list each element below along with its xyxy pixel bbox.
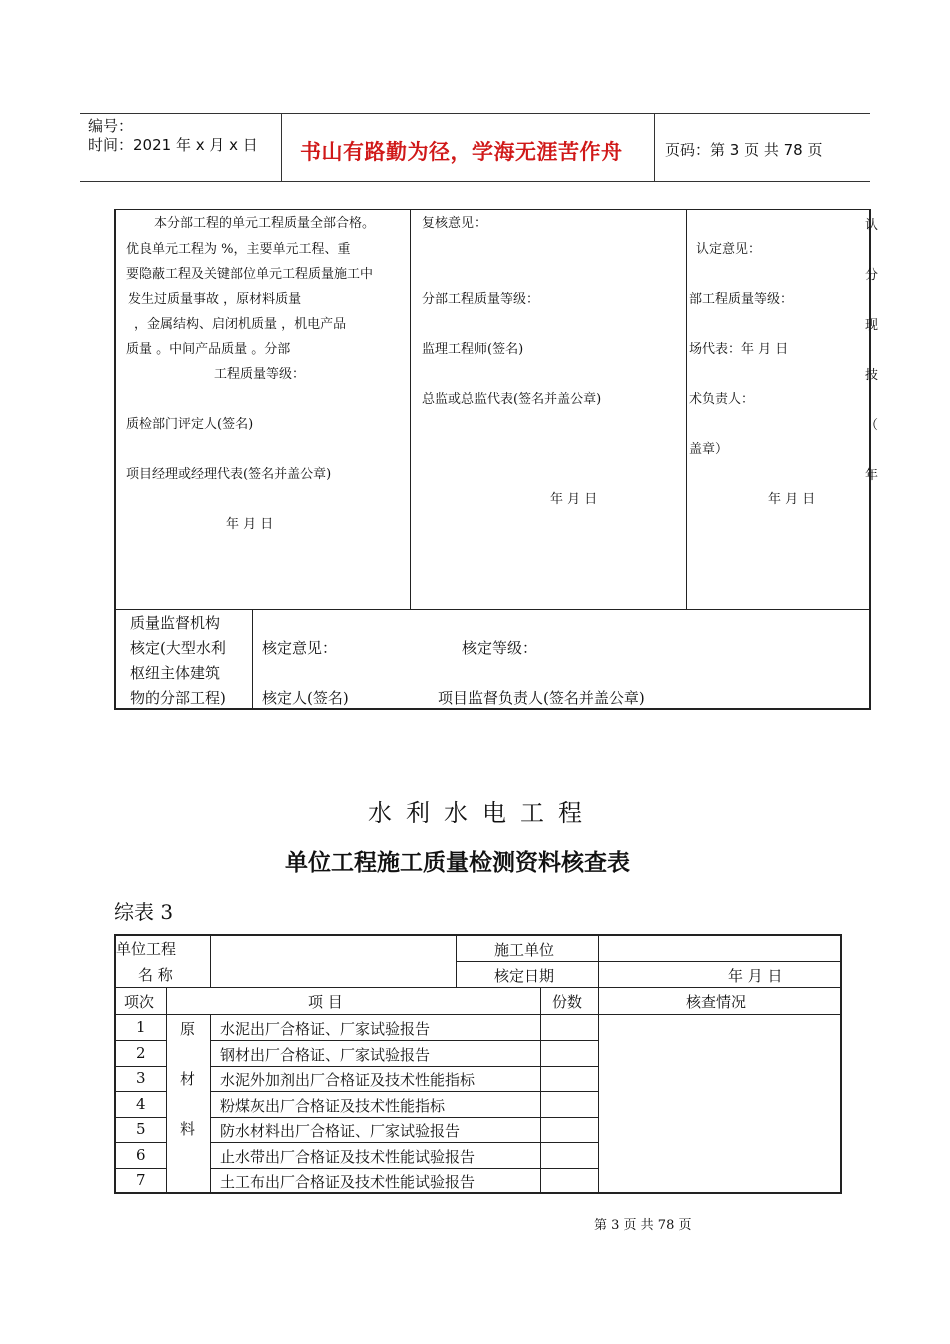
quality-supervision-label: 质量监督机构	[130, 614, 221, 632]
table-divider	[116, 1014, 842, 1015]
self-evaluation-text: 工程质量等级：	[214, 367, 306, 382]
row-item: 水泥出厂合格证、厂家试验报告	[220, 1020, 431, 1038]
row-number: 5	[136, 1120, 146, 1138]
table-divider	[252, 609, 253, 709]
approval-date: 年 月 日	[768, 492, 816, 507]
table-divider	[456, 936, 457, 988]
table-divider	[116, 609, 871, 610]
quality-supervision-label: 核定(大型水利	[130, 639, 226, 657]
stamp-label: 盖章）	[689, 442, 729, 457]
header-top-rule	[80, 113, 870, 114]
self-evaluation-text: 质量 。中间产品质量 。分部	[126, 342, 291, 357]
table-divider	[210, 1014, 211, 1194]
manager-signature-label: 项目经理或经理代表(签名并盖公章)	[126, 467, 332, 482]
table-divider	[166, 988, 167, 1194]
table-divider	[410, 210, 411, 609]
table-divider	[116, 1142, 166, 1143]
evaluation-table	[114, 209, 879, 710]
review-grade-label: 分部工程质量等级：	[422, 292, 540, 307]
unit-project-label: 名 称	[138, 966, 173, 984]
inspection-table	[114, 934, 842, 1194]
form-title: 单位工程施工质量检测资料核查表	[285, 850, 630, 876]
table-divider	[540, 988, 541, 1194]
table-divider	[456, 961, 842, 962]
self-evaluation-text: 要隐蔽工程及关键部位单元工程质量施工中	[126, 267, 374, 282]
row-number: 2	[136, 1044, 146, 1062]
technical-lead-label: 术负责人：	[689, 392, 755, 407]
header-divider	[281, 113, 282, 181]
table-divider	[598, 988, 599, 1194]
verification-opinion-label: 核定意见：	[262, 639, 338, 657]
row-number: 6	[136, 1146, 146, 1164]
clipped-char: 认	[865, 218, 879, 233]
clipped-char: 年	[865, 468, 879, 483]
header-motto: 书山有路勤为径，学海无涯苦作舟	[300, 140, 623, 164]
clipped-char: 现	[865, 318, 879, 333]
inspector-signature-label: 质检部门评定人(签名)	[126, 417, 254, 432]
unit-project-label: 单位工程	[116, 940, 177, 958]
row-item: 水泥外加剂出厂合格证及技术性能指标	[220, 1071, 476, 1089]
table-divider	[116, 1066, 166, 1067]
header-bottom-rule	[80, 181, 870, 182]
table-divider	[210, 936, 211, 988]
clipped-char: 分	[865, 268, 879, 283]
row-number: 1	[136, 1018, 146, 1036]
verification-grade-label: 核定等级：	[462, 639, 538, 657]
table-divider	[116, 1117, 166, 1118]
review-opinion-label: 复核意见：	[422, 216, 488, 231]
table-divider	[598, 936, 599, 988]
document-number-label: 编号：	[88, 117, 134, 135]
self-evaluation-text: ，金属结构、启闭机质量 ，机电产品	[134, 317, 347, 332]
form-number: 综表 3	[114, 900, 174, 924]
supervisor-signature-label: 监理工程师(签名)	[422, 342, 524, 357]
column-header-no: 项次	[124, 993, 155, 1011]
document-title: 水利水电工程	[368, 799, 596, 827]
group-label: 原	[180, 1020, 196, 1038]
approval-date-value: 年 月 日	[728, 967, 783, 985]
header-page-number: 页码：第 3 页 共 78 页	[665, 141, 823, 159]
column-header-copies: 份数	[552, 993, 583, 1011]
self-evaluation-text: 发生过质量事故 ，原材料质量	[128, 292, 302, 307]
column-header-item: 项 目	[308, 993, 343, 1011]
chief-supervisor-signature-label: 总监或总监代表(签名并盖公章)	[422, 392, 602, 407]
table-divider	[116, 1040, 166, 1041]
quality-supervision-label: 物的分部工程)	[130, 689, 226, 707]
review-date: 年 月 日	[550, 492, 598, 507]
row-item: 钢材出厂合格证、厂家试验报告	[220, 1046, 431, 1064]
column-header-check: 核查情况	[686, 993, 747, 1011]
row-number: 3	[136, 1069, 146, 1087]
approval-opinion-label: 认定意见：	[696, 242, 762, 257]
self-evaluation-date: 年 月 日	[226, 517, 274, 532]
row-number: 4	[136, 1095, 146, 1113]
table-divider	[116, 1168, 166, 1169]
site-representative-label: 场代表：年 月 日	[689, 342, 789, 357]
table-divider	[116, 987, 842, 988]
row-item: 防水材料出厂合格证、厂家试验报告	[220, 1122, 461, 1140]
row-item: 粉煤灰出厂合格证及技术性能指标	[220, 1097, 446, 1115]
row-item: 土工布出厂合格证及技术性能试验报告	[220, 1173, 476, 1191]
verifier-signature-label: 核定人(签名)	[262, 689, 349, 707]
supervision-head-signature-label: 项目监督负责人(签名并盖公章)	[438, 689, 645, 707]
group-label: 材	[180, 1070, 196, 1088]
clipped-char: （	[865, 418, 879, 433]
row-number: 7	[136, 1171, 146, 1189]
approval-date-label: 核定日期	[494, 967, 555, 985]
row-item: 止水带出厂合格证及技术性能试验报告	[220, 1148, 476, 1166]
self-evaluation-text: 本分部工程的单元工程质量全部合格。	[154, 216, 376, 231]
document-time-label: 时间：2021 年 x 月 x 日	[88, 136, 258, 154]
table-divider	[116, 1091, 166, 1092]
approval-grade-label: 部工程质量等级：	[689, 292, 794, 307]
self-evaluation-text: 优良单元工程为 %，主要单元工程、重	[126, 242, 351, 257]
group-label: 料	[180, 1120, 196, 1138]
contractor-label: 施工单位	[494, 941, 555, 959]
page-footer: 第 3 页 共 78 页	[594, 1218, 692, 1233]
clipped-char: 技	[865, 368, 879, 383]
table-divider	[686, 210, 687, 609]
quality-supervision-label: 枢纽主体建筑	[130, 664, 221, 682]
header-divider	[654, 113, 655, 181]
